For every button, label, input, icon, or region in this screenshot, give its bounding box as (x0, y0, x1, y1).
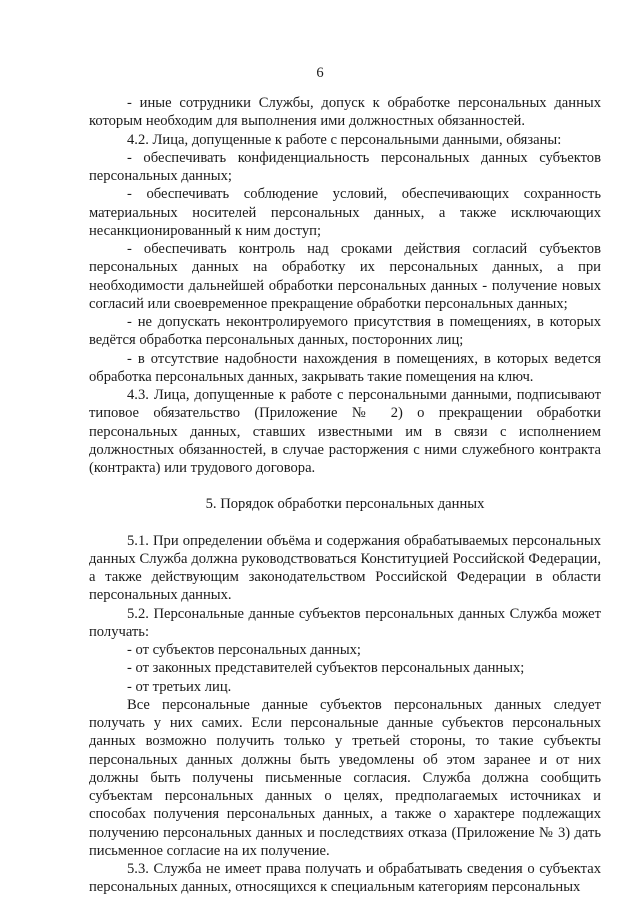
paragraph: - не допускать неконтролируемого присутствия в помещениях, в которых ведётся обработка персональных данных, посторонних лиц; (89, 314, 601, 349)
paragraph: - обеспечивать контроль над сроками действия согласий субъектов персональных данных на обработку их персональных данных, а при необходимости дальнейшей обработки персональных данных - получение новых согласий или своевременное прекращение обработки персональных данных; (89, 241, 601, 312)
document-body (89, 94, 601, 897)
page-number: 6 (316, 65, 324, 81)
paragraph: - от третьих лиц. (127, 678, 232, 695)
paragraph: 4.3. Лица, допущенные к работе с персональными данными, подписывают типовое обязательство (Приложение № 2) о прекращении обработки персональных данных, ставших известными им в связи с исполнением должностных обязанностей, в случае расторжения с ними служебного контракта (контракта) или трудового договора. (89, 387, 601, 476)
paragraph: - от субъектов персональных данных; (127, 642, 361, 658)
paragraph: - иные сотрудники Службы, допуск к обработке персональных данных которым необходим для выполнения ими должностных обязанностей. (89, 95, 601, 130)
paragraph: 5.1. При определении объёма и содержания обрабатываемых персональных данных Служба должна руководствоваться Конституцией Российской Федерации, а также действующим законодательством Российской Федерации в области персональных данных. (89, 532, 601, 604)
section-heading: 5. Порядок обработки персональных данных (205, 496, 485, 513)
paragraph: 5.3. Служба не имеет права получать и обрабатывать сведения о субъектах персональных данных, относящихся к специальным категориям персональных (89, 861, 601, 896)
paragraph: 5.2. Персональные данные субъектов персональных данных Служба может получать: (89, 605, 601, 640)
paragraph: - от законных представителей субъектов персональных данных; (127, 660, 525, 677)
paragraph: - обеспечивать конфиденциальность персональных данных субъектов персональных данных; (89, 149, 601, 184)
paragraph: 4.2. Лица, допущенные к работе с персональными данными, обязаны: (127, 131, 562, 148)
paragraph: Все персональные данные субъектов персональных данных следует получать у них самих. Если персональные данные субъектов персональных данных возможно получить только у третьей стороны, то такие субъекты персональных данных должны быть уведомлены об этом заранее и от них должны быть получены письменные согласия. Служба должна сообщить субъектам персональных данных о целях, предполагаемых источниках и способах получения персональных данных, а также о характере подлежащих получению персональных данных и последствиях отказа (Приложение № 3) дать письменное согласие на их получение. (89, 696, 601, 859)
paragraph: - в отсутствие надобности нахождения в помещениях, в которых ведется обработка персональных данных, закрывать такие помещения на ключ. (89, 350, 601, 385)
paragraph: - обеспечивать соблюдение условий, обеспечивающих сохранность материальных носителей персональных данных, а также исключающих несанкционированный к ним доступ; (89, 186, 601, 239)
